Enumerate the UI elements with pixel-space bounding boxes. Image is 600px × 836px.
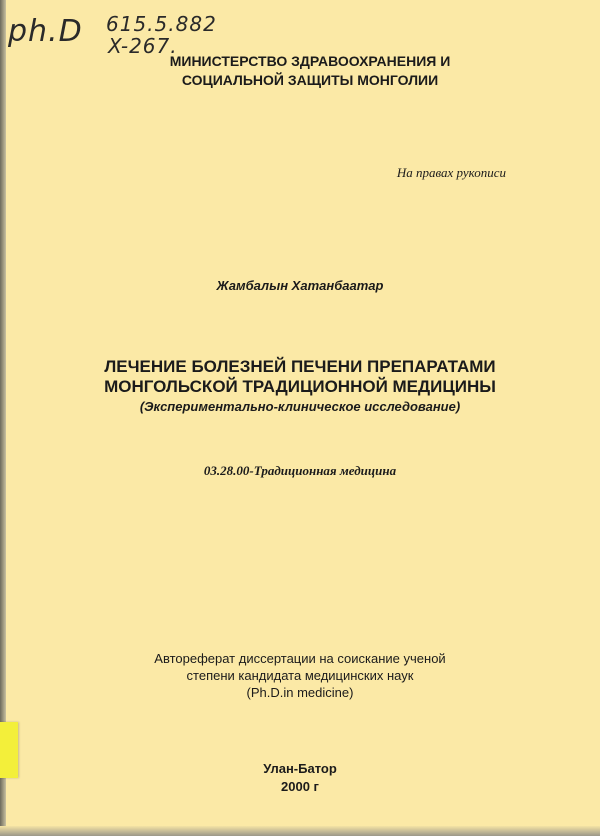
abstract-description	[110, 650, 490, 701]
title-line-2: МОНГОЛЬСКОЙ ТРАДИЦИОННОЙ МЕДИЦИНЫ	[104, 377, 496, 396]
handwritten-code-bottom: X-267.	[108, 34, 178, 58]
publication-place	[200, 760, 400, 796]
scan-edge-left	[0, 0, 6, 836]
handwritten-code-left: ph.D	[8, 14, 83, 49]
abstract-line-1: Автореферат диссертации на соискание ученой	[154, 651, 446, 666]
abstract-line-2: степени кандидата медицинских наук	[186, 668, 414, 683]
specialty-code: 03.28.00-Традиционная медицина	[203, 463, 397, 478]
manuscript-rights-note: На правах рукописи	[396, 165, 506, 180]
handwritten-code-top: 615.5.882	[106, 12, 217, 36]
bookmark-tab	[0, 722, 18, 778]
publication-year: 2000 г	[281, 779, 319, 794]
ministry-line-1: МИНИСТЕРСТВО ЗДРАВООХРАНЕНИЯ И	[169, 53, 451, 69]
document-title	[60, 357, 540, 397]
ministry-heading	[110, 52, 510, 90]
document-subtitle: (Экспериментально-клиническое исследование)	[139, 399, 461, 414]
author-name: Жамбалын Хатанбаатар	[216, 278, 384, 293]
scan-edge-bottom	[0, 826, 600, 836]
abstract-line-3: (Ph.D.in medicine)	[246, 685, 354, 700]
city-name: Улан-Батор	[263, 761, 337, 776]
ministry-line-2: СОЦИАЛЬНОЙ ЗАЩИТЫ МОНГОЛИИ	[181, 72, 439, 88]
title-line-1: ЛЕЧЕНИЕ БОЛЕЗНЕЙ ПЕЧЕНИ ПРЕПАРАТАМИ	[104, 357, 496, 376]
